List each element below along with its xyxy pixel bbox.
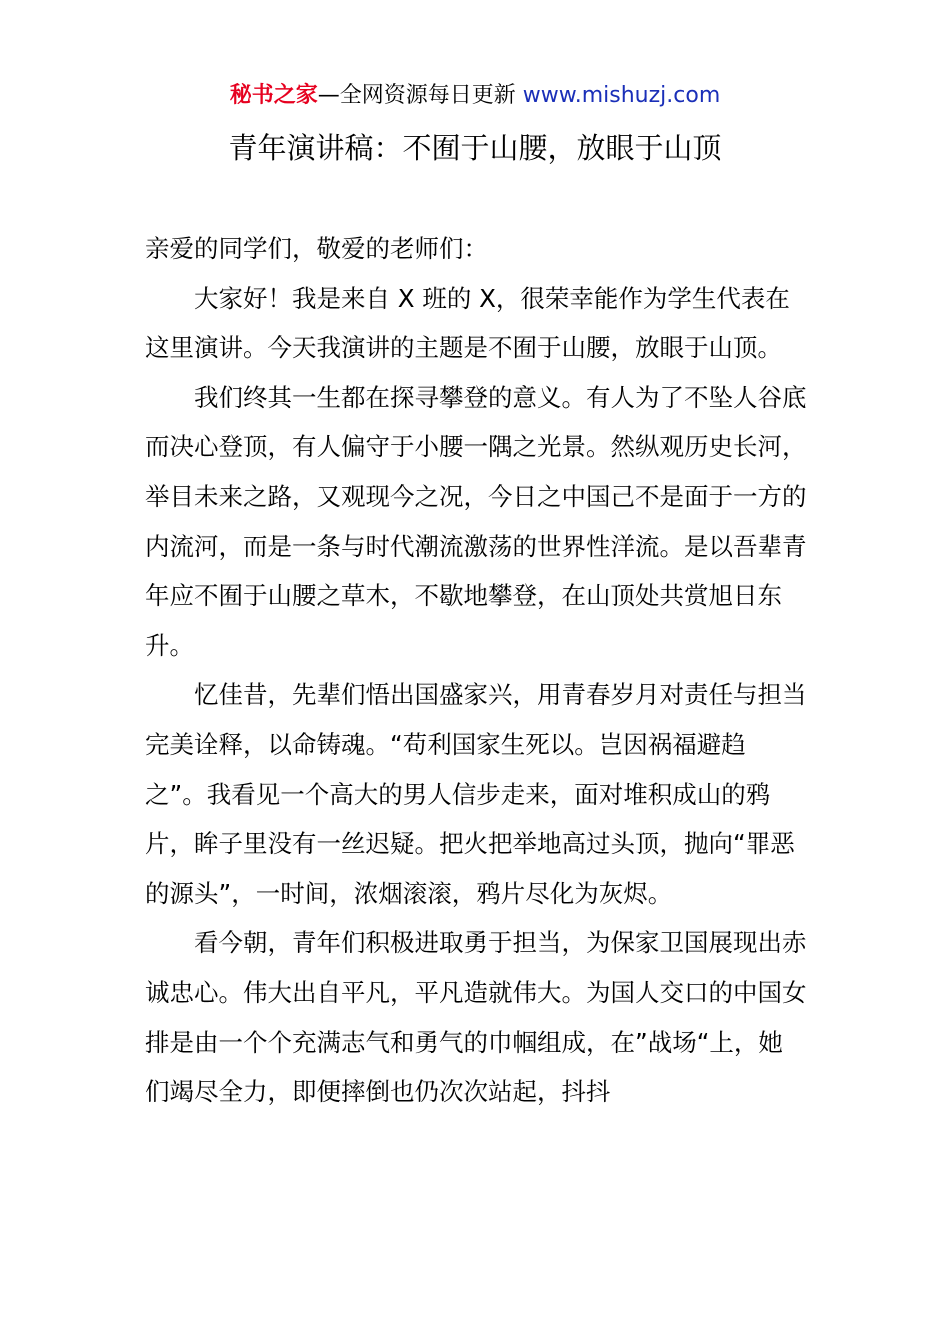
paragraph-greeting: 大家好！我是来自 X 班的 X，很荣幸能作为学生代表在这里演讲。今天我演讲的主题是不囿于山腰，放眼于山顶。 [145, 283, 790, 363]
paragraph-recall-past: 忆佳昔，先辈们悟出国盛家兴，用青春岁月对责任与担当完美诠释，以命铸魂。“苟利国家生死以。岂因祸福避趋之”。我看见一个高大的男人信步走来，面对堆积成山的鸦片，眸子里没有一丝迟疑。把火把举地高过头顶，抛向“罪恶的源头”，一时间，浓烟滚滚，鸦片尽化为灰烬。 [145, 680, 807, 908]
paragraph-look-today: 看今朝，青年们积极进取勇于担当，为保家卫国展现出赤诚忠心。伟大出自平凡，平凡造就伟大。为国人交口的中国女排是由一个个充满志气和勇气的巾帼组成，在”战场“上，她们竭尽全力，即便摔倒也仍次次站起，抖抖 [145, 928, 807, 1107]
site-url-link[interactable]: www.mishuzj.com [522, 83, 721, 108]
salutation: 亲爱的同学们，敬爱的老师们： [145, 234, 488, 263]
header-tagline: —全网资源每日更新 [317, 83, 523, 108]
paragraph-climbing-meaning: 我们终其一生都在探寻攀登的意义。有人为了不坠人谷底而决心登顶，有人偏守于小腰一隅之光景。然纵观历史长河，举目未来之路，又观现今之况，今日之中国己不是面于一方的内流河，而是一条与时代潮流激荡的世界性洋流。是以吾辈青年应不囿于山腰之草木，不歇地攀登，在山顶处共赏旭日东升。 [145, 382, 807, 660]
document-body [145, 224, 807, 1117]
document-title: 青年演讲稿：不囿于山腰，放眼于山顶 [228, 131, 722, 165]
site-header [0, 80, 950, 112]
brand-name: 秘书之家 [229, 83, 318, 108]
